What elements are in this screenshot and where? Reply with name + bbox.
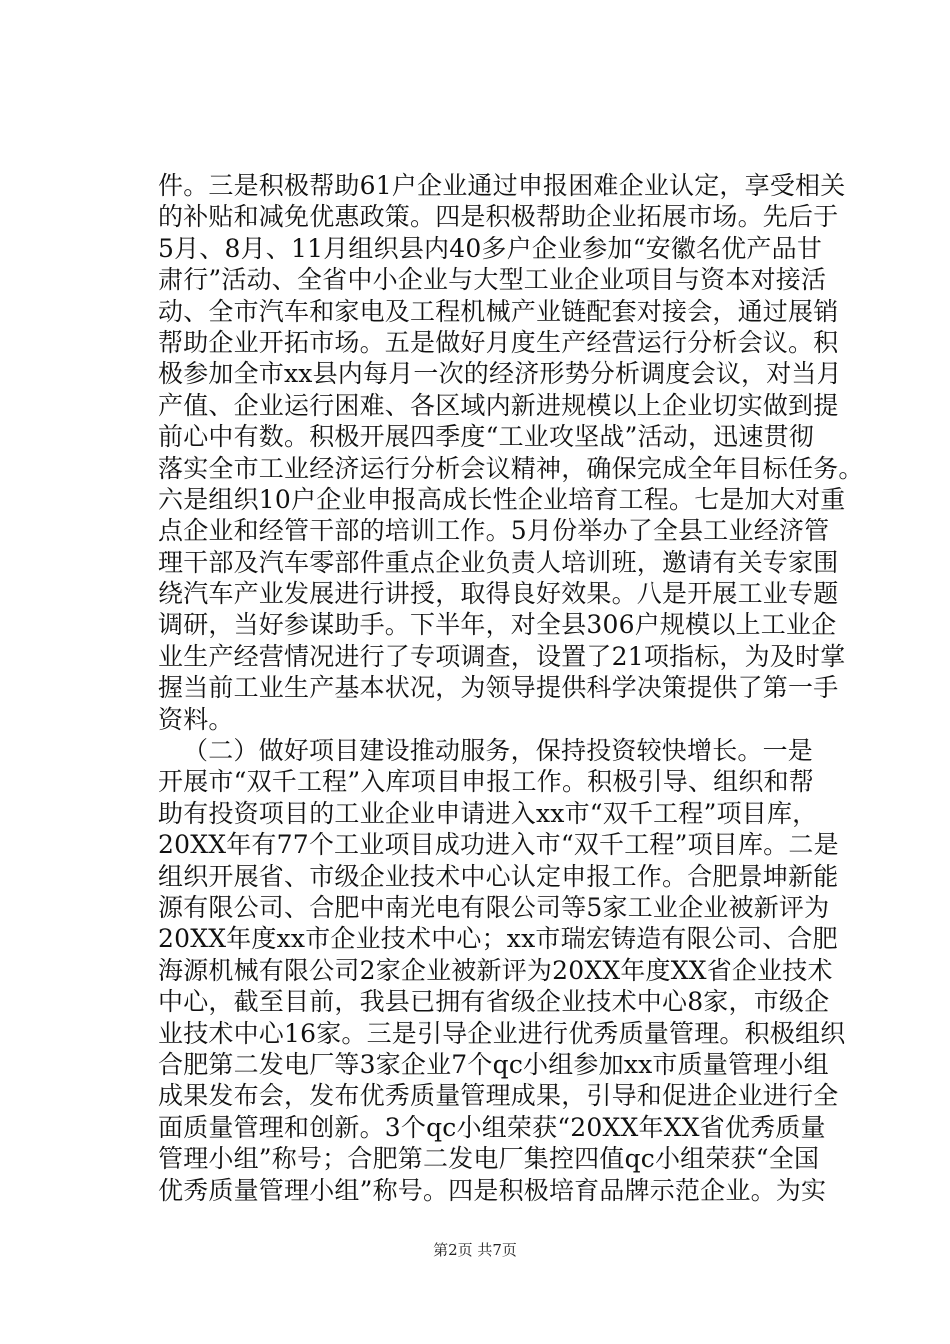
text-line: 面质量管理和创新。3个qc小组荣获“20XX年XX省优秀质量: [158, 1112, 826, 1142]
text-line: 管理小组”称号；合肥第二发电厂集控四值qc小组荣获“全国: [158, 1144, 820, 1174]
text-line: 前心中有数。积极开展四季度“工业攻坚战”活动，迅速贯彻: [158, 422, 814, 452]
text-line: 肃行”活动、全省中小企业与大型工业企业项目与资本对接活: [158, 265, 827, 295]
text-line: 海源机械有限公司2家企业被新评为20XX年度XX省企业技术: [158, 955, 833, 985]
text-line: 5月、8月、11月组织县内40多户企业参加“安徽名优产品甘: [158, 233, 823, 263]
text-line: 合肥第二发电厂等3家企业7个qc小组参加xx市质量管理小组: [158, 1049, 829, 1079]
text-line: 中心，截至目前，我县已拥有省级企业技术中心8家，市级企: [158, 987, 830, 1017]
text-line: 组织开展省、市级企业技术中心认定申报工作。合肥景坤新能: [158, 861, 839, 891]
text-line: 的补贴和减免优惠政策。四是积极帮助企业拓展市场。先后于: [158, 202, 839, 232]
text-line: 动、全市汽车和家电及工程机械产业链配套对接会，通过展销: [158, 296, 839, 326]
page-number-footer: 第2页 共7页: [433, 1241, 517, 1259]
text-line: 件。三是积极帮助61户企业通过申报困难企业认定，享受相关: [158, 171, 846, 200]
text-line: 助有投资项目的工业企业申请进入xx市“双千工程”项目库，: [158, 798, 818, 828]
text-line: 六是组织10户企业申报高成长性企业培育工程。七是加大对重: [158, 484, 846, 514]
text-line: 理干部及汽车零部件重点企业负责人培训班，邀请有关专家围: [158, 547, 839, 577]
text-line: 帮助企业开拓市场。五是做好月度生产经营运行分析会议。积: [158, 327, 839, 357]
text-line: 绕汽车产业发展进行讲授，取得良好效果。八是开展工业专题: [158, 579, 839, 609]
text-line: 20XX年度xx市企业技术中心；xx市瑞宏铸造有限公司、合肥: [158, 924, 838, 954]
text-line: 点企业和经管干部的培训工作。5月份举办了全县工业经济管: [158, 516, 830, 546]
text-line: 业生产经营情况进行了专项调查，设置了21项指标，为及时掌: [158, 641, 846, 671]
section-heading-line: （二）做好项目建设推动服务，保持投资较快增长。一是: [183, 736, 814, 766]
text-line: 20XX年有77个工业项目成功进入市“双千工程”项目库。二是: [158, 830, 839, 860]
text-line: 成果发布会，发布优秀质量管理成果，引导和促进企业进行全: [158, 1081, 839, 1111]
text-line: 握当前工业生产基本状况，为领导提供科学决策提供了第一手: [158, 673, 839, 703]
document-body: [158, 170, 864, 1206]
text-line: 资料。: [158, 704, 234, 734]
text-line: 调研，当好参谋助手。下半年，对全县306户规模以上工业企: [158, 610, 837, 640]
text-line: 业技术中心16家。三是引导企业进行优秀质量管理。积极组织: [158, 1018, 846, 1048]
text-line: 产值、企业运行困难、各区域内新进规模以上企业切实做到提: [158, 390, 839, 420]
text-line: 优秀质量管理小组”称号。四是积极培育品牌示范企业。为实: [158, 1175, 827, 1205]
text-line: 开展市“双千工程”入库项目申报工作。积极引导、组织和帮: [158, 767, 814, 797]
text-line: 极参加全市xx县内每月一次的经济形势分析调度会议，对当月: [158, 359, 842, 389]
text-line: 源有限公司、合肥中南光电有限公司等5家工业企业被新评为: [158, 892, 830, 922]
text-line: 落实全市工业经济运行分析会议精神，确保完成全年目标任务。: [158, 453, 864, 483]
